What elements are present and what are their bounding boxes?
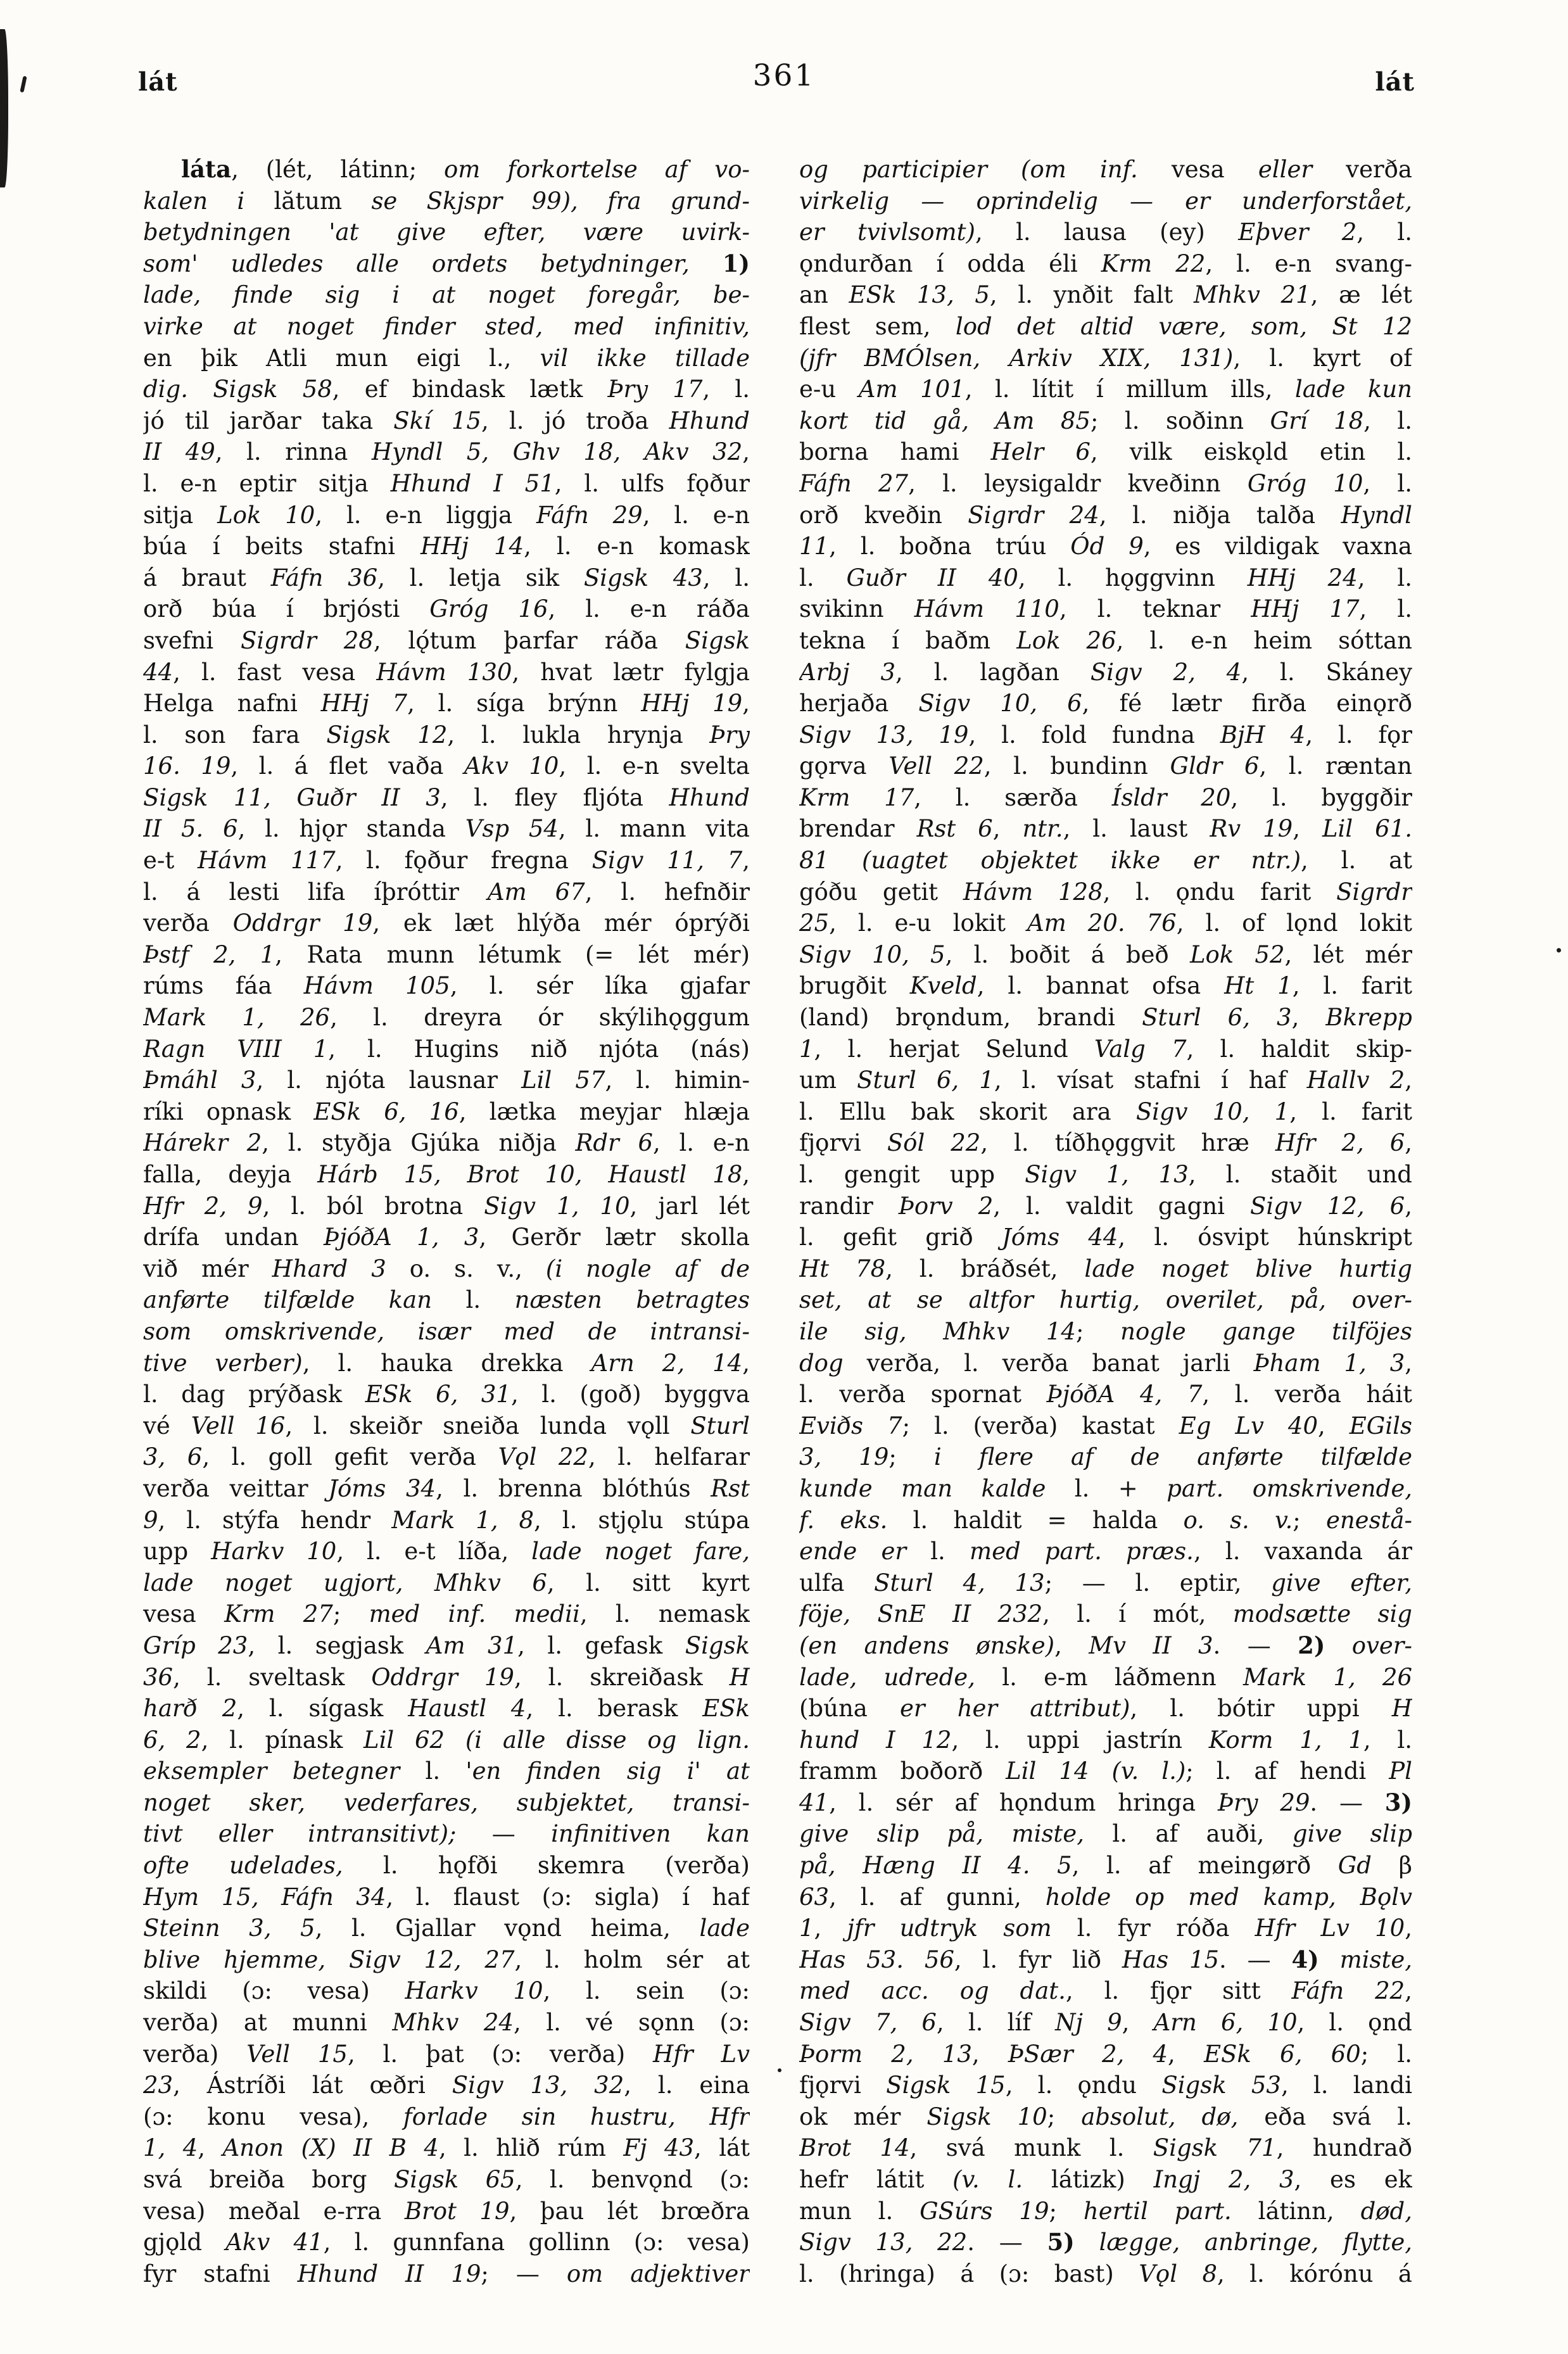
- text-line: fyr stafni Hhund II 19; — om adjektiver: [143, 2260, 750, 2288]
- text-line: svikinn Hávm 110, l. teknar HHj 17, l.: [799, 595, 1412, 623]
- text-line: lade, udrede, l. e-m láðmenn Mark 1, 26: [799, 1663, 1412, 1691]
- text-line: 81 (uagtet objektet ikke er ntr.), l. at: [799, 847, 1412, 875]
- text-line: eksempler betegner l. 'en finden sig i' at: [143, 1757, 750, 1785]
- text-line: falla, deyja Hárb 15, Brot 10, Haustl 18,: [143, 1161, 750, 1188]
- text-line: Sigv 10, 5, l. boðit á beð Lok 52, lét mér: [799, 940, 1412, 968]
- text-line: er tvivlsomt), l. lausa (ey) Eþver 2, l.: [799, 218, 1412, 246]
- text-line: Hym 15, Fáfn 34, l. flaust (ɔ: sigla) í haf: [143, 1883, 750, 1911]
- text-line: skildi (ɔ: vesa) Harkv 10, l. sein (ɔ:: [143, 1977, 750, 2005]
- text-line: Has 53. 56, l. fyr lið Has 15. — 4) miste,: [799, 1945, 1412, 1973]
- text-line: framm boðorð Lil 14 (v. l.); l. af hendi Pl: [799, 1757, 1412, 1785]
- text-line: 1, jfr udtryk som l. fyr róða Hfr Lv 10,: [799, 1914, 1412, 1942]
- text-line: set, at se altfor hurtig, overilet, på, over-: [799, 1286, 1412, 1314]
- scan-artifact: [0, 29, 8, 187]
- text-line: Helga nafni HHj 7, l. síga brýnn HHj 19,: [143, 690, 750, 718]
- text-line: hefr látit (v. l. látizk) Ingj 2, 3, es ek: [799, 2166, 1412, 2193]
- text-line: l. (hringa) á (ɔ: bast) Vǫl 8, l. kórónu á: [799, 2260, 1412, 2288]
- text-line: vesa) meðal e-rra Brot 19, þau lét brœðra: [143, 2197, 750, 2225]
- text-line: föje, SnE II 232, l. í mót, modsætte sig: [799, 1600, 1412, 1628]
- text-line: l. Guðr II 40, l. hǫggvinn HHj 24, l.: [799, 564, 1412, 592]
- text-line: Steinn 3, 5, l. Gjallar vǫnd heima, lade: [143, 1914, 750, 1942]
- text-line: kalen i lătum se Skjspr 99), fra grund-: [143, 187, 750, 215]
- text-line: l. verða spornat ÞjóðA 4, 7, l. verða háit: [799, 1381, 1412, 1408]
- text-line: blive hjemme, Sigv 12, 27, l. holm sér at: [143, 1946, 750, 1973]
- right-column: [799, 154, 1412, 2289]
- text-line: anførte tilfælde kan l. næsten betragtes: [143, 1286, 750, 1314]
- text-line: Ragn VIII 1, l. Hugins nið njóta (nás): [143, 1035, 750, 1063]
- text-line: noget sker, vederfares, subjektet, transi-: [143, 1788, 750, 1816]
- text-line: herjaða Sigv 10, 6, fé lætr firða einǫrð: [799, 690, 1412, 718]
- text-line: lade, finde sig i at noget foregår, be-: [143, 281, 750, 309]
- text-line: l. gengit upp Sigv 1, 13, l. staðit und: [799, 1161, 1412, 1188]
- text-line: sitja Lok 10, l. e-n liggja Fáfn 29, l. e-n: [143, 501, 750, 529]
- text-line: tive verber), l. hauka drekka Arn 2, 14,: [143, 1349, 750, 1377]
- text-line: gǫrva Vell 22, l. bundinn Gldr 6, l. ræntan: [799, 752, 1412, 780]
- text-line: svefni Sigrdr 28, lǫ́tum þarfar ráða Sigsk: [143, 626, 750, 654]
- text-line: drífa undan ÞjóðA 1, 3, Gerðr lætr skolla: [143, 1224, 750, 1251]
- text-line: Þmáhl 3, l. njóta lausnar Lil 57, l. himin-: [143, 1066, 750, 1094]
- text-line: som' udledes alle ordets betydninger, 1): [143, 249, 750, 277]
- text-line: verða) at munni Mhkv 24, l. vé sǫnn (ɔ:: [143, 2009, 750, 2037]
- text-line: ende er l. med part. præs., l. vaxanda ár: [799, 1538, 1412, 1566]
- text-line: tekna í baðm Lok 26, l. e-n heim sóttan: [799, 626, 1412, 654]
- text-line: rúms fáa Hávm 105, l. sér líka gjafar: [143, 972, 750, 1000]
- text-line: 11, l. boðna trúu Ód 9, es vildigak vaxna: [799, 533, 1412, 560]
- text-line: 63, l. af gunni, holde op med kamp, Bǫlv: [799, 1883, 1412, 1911]
- text-line: 25, l. e-u lokit Am 20. 76, l. of lǫnd lokit: [799, 909, 1412, 937]
- text-line: gjǫld Akv 41, l. gunnfana gollinn (ɔ: vesa): [143, 2229, 750, 2256]
- text-line: tivt eller intransitivt); — infinitiven kan: [143, 1820, 750, 1848]
- text-line: Brot 14, svá munk l. Sigsk 71, hundrað: [799, 2134, 1412, 2162]
- text-line: lade noget ugjort, Mhkv 6, l. sitt kyrt: [143, 1569, 750, 1597]
- text-line: Fáfn 27, l. leysigaldr kveðinn Gróg 10, l.: [799, 469, 1412, 497]
- running-head-left: lát: [138, 67, 178, 97]
- text-line: fjǫrvi Sigsk 15, l. ǫndu Sigsk 53, l. landi: [799, 2072, 1412, 2099]
- text-line: Arbj 3, l. lagðan Sigv 2, 4, l. Skáney: [799, 658, 1412, 686]
- text-line: l. gefit grið Jóms 44, l. ósvipt húnskript: [799, 1224, 1412, 1251]
- text-line: 1, l. herjat Selund Valg 7, l. haldit skip-: [799, 1035, 1412, 1063]
- text-line: Krm 17, l. særða Ísldr 20, l. byggðir: [799, 783, 1412, 811]
- text-line: og participier (om inf. vesa eller verða: [799, 156, 1412, 183]
- text-line: 6, 2, l. pínask Lil 62 (i alle disse og lign.: [143, 1726, 750, 1754]
- text-line: 23, Ástríði lát œðri Sigv 13, 32, l. eina: [143, 2072, 750, 2099]
- page-number: 361: [752, 58, 816, 93]
- text-line: jó til jarðar taka Skí 15, l. jó troða Hhund: [143, 407, 750, 434]
- text-line: Hárekr 2, l. styðja Gjúka niðja Rdr 6, l. e-n: [143, 1129, 750, 1157]
- text-line: II 5. 6, l. hjǫr standa Vsp 54, l. mann vita: [143, 815, 750, 843]
- text-line: Gríp 23, l. segjask Am 31, l. gefask Sigsk: [143, 1631, 750, 1659]
- text-line: ríki opnask ESk 6, 16, lætka meyjar hlæja: [143, 1098, 750, 1125]
- text-line: 41, l. sér af hǫndum hringa Þry 29. — 3): [799, 1788, 1412, 1816]
- text-line: vesa Krm 27; med inf. medii, l. nemask: [143, 1600, 750, 1628]
- text-line: orð búa í brjósti Gróg 16, l. e-n ráða: [143, 595, 750, 623]
- text-line: Sigv 7, 6, l. líf Nj 9, Arn 6, 10, l. ǫnd: [799, 2009, 1412, 2037]
- text-line: (búna er her attribut), l. bótir uppi H: [799, 1695, 1412, 1723]
- page-header: [0, 58, 1568, 109]
- scan-artifact: [1557, 948, 1561, 952]
- scan-artifact: [778, 2068, 781, 2072]
- text-line: f. eks. l. haldit = halda o. s. v.; enestå-: [799, 1506, 1412, 1534]
- text-line: kort tid gå, Am 85; l. soðinn Grí 18, l.: [799, 407, 1412, 434]
- text-line: ile sig, Mhkv 14; nogle gange tilföjes: [799, 1317, 1412, 1345]
- text-line: Eviðs 7; l. (verða) kastat Eg Lv 40, EGils: [799, 1412, 1412, 1440]
- text-line: verða Oddrgr 19, ek læt hlýða mér óprýði: [143, 909, 750, 937]
- text-line: verða) Vell 15, l. þat (ɔ: verða) Hfr Lv: [143, 2040, 750, 2068]
- text-line: (land) brǫndum, brandi Sturl 6, 3, Bkrepp: [799, 1004, 1412, 1032]
- text-line: give slip på, miste, l. af auði, give slip: [799, 1820, 1412, 1848]
- text-line: Þorm 2, 13, ÞSær 2, 4, ESk 6, 60; l.: [799, 2040, 1412, 2068]
- text-line: 16. 19, l. á flet vaða Akv 10, l. e-n svelta: [143, 752, 750, 780]
- text-line: 9, l. stýfa hendr Mark 1, 8, l. stjǫlu stúpa: [143, 1506, 750, 1534]
- text-line: Mark 1, 26, l. dreyra ór skýlihǫggum: [143, 1004, 750, 1032]
- text-line: ok mér Sigsk 10; absolut, dø, eða svá l.: [799, 2103, 1412, 2130]
- text-line: 3, 19; i flere af de anførte tilfælde: [799, 1443, 1412, 1471]
- running-head-right: lát: [1375, 67, 1415, 97]
- text-line: brugðit Kveld, l. bannat ofsa Ht 1, l. farit: [799, 972, 1412, 1000]
- text-line: Ht 78, l. bráðsét, lade noget blive hurtig: [799, 1255, 1412, 1282]
- text-line: um Sturl 6, 1, l. vísat stafni í haf Hallv 2,: [799, 1066, 1412, 1094]
- text-line: mun l. GSúrs 19; hertil part. látinn, død,: [799, 2197, 1412, 2225]
- text-line: randir Þorv 2, l. valdit gagni Sigv 12, 6,: [799, 1192, 1412, 1220]
- text-line: brendar Rst 6, ntr., l. laust Rv 19, Lil 61.: [799, 815, 1412, 843]
- text-line: e-t Hávm 117, l. fǫður fregna Sigv 11, 7,: [143, 847, 750, 875]
- text-line: (en andens ønske), Mv II 3. — 2) over-: [799, 1631, 1412, 1659]
- text-line: búa í beits stafni HHj 14, l. e-n komask: [143, 533, 750, 560]
- text-line: på, Hæng II 4. 5, l. af meingørð Gd β: [799, 1852, 1412, 1880]
- text-line: hund I 12, l. uppi jastrín Korm 1, 1, l.: [799, 1726, 1412, 1754]
- text-line: harð 2, l. sígask Haustl 4, l. berask ESk: [143, 1695, 750, 1723]
- text-line: Sigv 13, 19, l. fold fundna BjH 4, l. fǫr: [799, 721, 1412, 749]
- text-line: ofte udelades, l. hǫfði skemra (verða): [143, 1852, 750, 1880]
- text-line: virkelig — oprindelig — er underforstået,: [799, 187, 1412, 215]
- text-line: 3, 6, l. goll gefit verða Vǫl 22, l. helfarar: [143, 1443, 750, 1471]
- text-line: l. á lesti lifa íþróttir Am 67, l. hefnðir: [143, 878, 750, 906]
- text-line: l. son fara Sigsk 12, l. lukla hrynja Þry: [143, 721, 750, 749]
- text-line: svá breiða borg Sigsk 65, l. benvǫnd (ɔ:: [143, 2166, 750, 2193]
- text-line: við mér Hhard 3 o. s. v., (i nogle af de: [143, 1255, 750, 1282]
- text-line: 1, 4, Anon (X) II B 4, l. hlið rúm Fj 43, lát: [143, 2134, 750, 2162]
- text-line: verða veittar Jóms 34, l. brenna blóthús Rst: [143, 1474, 750, 1502]
- text-line: II 49, l. rinna Hyndl 5, Ghv 18, Akv 32,: [143, 438, 750, 466]
- text-line: á braut Fáfn 36, l. letja sik Sigsk 43, l.: [143, 564, 750, 592]
- text-line: e-u Am 101, l. lítit í millum ills, lade kun: [799, 376, 1412, 403]
- text-line: borna hami Helr 6, vilk eiskǫld etin l.: [799, 438, 1412, 466]
- text-line: orð kveðin Sigrdr 24, l. niðja talða Hyndl: [799, 501, 1412, 529]
- text-line: 36, l. sveltask Oddrgr 19, l. skreiðask H: [143, 1663, 750, 1691]
- text-line: upp Harkv 10, l. e-t líða, lade noget fare,: [143, 1538, 750, 1566]
- text-line: kunde man kalde l. + part. omskrivende,: [799, 1474, 1412, 1502]
- text-line: Hfr 2, 9, l. ból brotna Sigv 1, 10, jarl lét: [143, 1192, 750, 1220]
- text-line: Sigv 13, 22. — 5) lægge, anbringe, flytte,: [799, 2228, 1412, 2256]
- text-line: góðu getit Hávm 128, l. ǫndu farit Sigrdr: [799, 878, 1412, 906]
- text-line: l. Ellu bak skorit ara Sigv 10, 1, l. farit: [799, 1098, 1412, 1125]
- text-line: dig. Sigsk 58, ef bindask lætk Þry 17, l.: [143, 376, 750, 403]
- text-line: betydningen 'at give efter, være uvirk-: [143, 218, 750, 246]
- left-column: [143, 154, 750, 2289]
- text-line: láta, (lét, látinn; om forkortelse af vo-: [181, 155, 750, 183]
- text-line: som omskrivende, især med de intransi-: [143, 1317, 750, 1345]
- text-line: vé Vell 16, l. skeiðr sneiða lunda vǫll Sturl: [143, 1412, 750, 1440]
- text-line: dog verða, l. verða banat jarli Þham 1, 3,: [799, 1349, 1412, 1377]
- text-line: ulfa Sturl 4, 13; — l. eptir, give efter,: [799, 1569, 1412, 1597]
- text-line: Þstf 2, 1, Rata munn létumk (= lét mér): [143, 940, 750, 968]
- text-line: fjǫrvi Sól 22, l. tíðhǫggvit hræ Hfr 2, 6,: [799, 1129, 1412, 1157]
- text-line: an ESk 13, 5, l. ynðit falt Mhkv 21, æ lét: [799, 281, 1412, 309]
- text-line: l. e-n eptir sitja Hhund I 51, l. ulfs fǫður: [143, 469, 750, 497]
- text-line: virke at noget finder sted, med infinitiv,: [143, 312, 750, 340]
- text-line: med acc. og dat., l. fjǫr sitt Fáfn 22,: [799, 1977, 1412, 2005]
- text-line: l. dag prýðask ESk 6, 31, l. (goð) byggva: [143, 1381, 750, 1408]
- text-line: en þik Atli mun eigi l., vil ikke tillade: [143, 344, 750, 372]
- text-line: (jfr BMÓlsen, Arkiv XIX, 131), l. kyrt of: [799, 344, 1412, 372]
- text-line: 44, l. fast vesa Hávm 130, hvat lætr fylgja: [143, 658, 750, 686]
- text-line: flest sem, lod det altid være, som, St 12: [799, 312, 1412, 340]
- text-line: ǫndurðan í odda éli Krm 22, l. e-n svang-: [799, 250, 1412, 277]
- text-line: (ɔ: konu vesa), forlade sin hustru, Hfr: [143, 2103, 750, 2130]
- text-line: Sigsk 11, Guðr II 3, l. fley fljóta Hhund: [143, 783, 750, 811]
